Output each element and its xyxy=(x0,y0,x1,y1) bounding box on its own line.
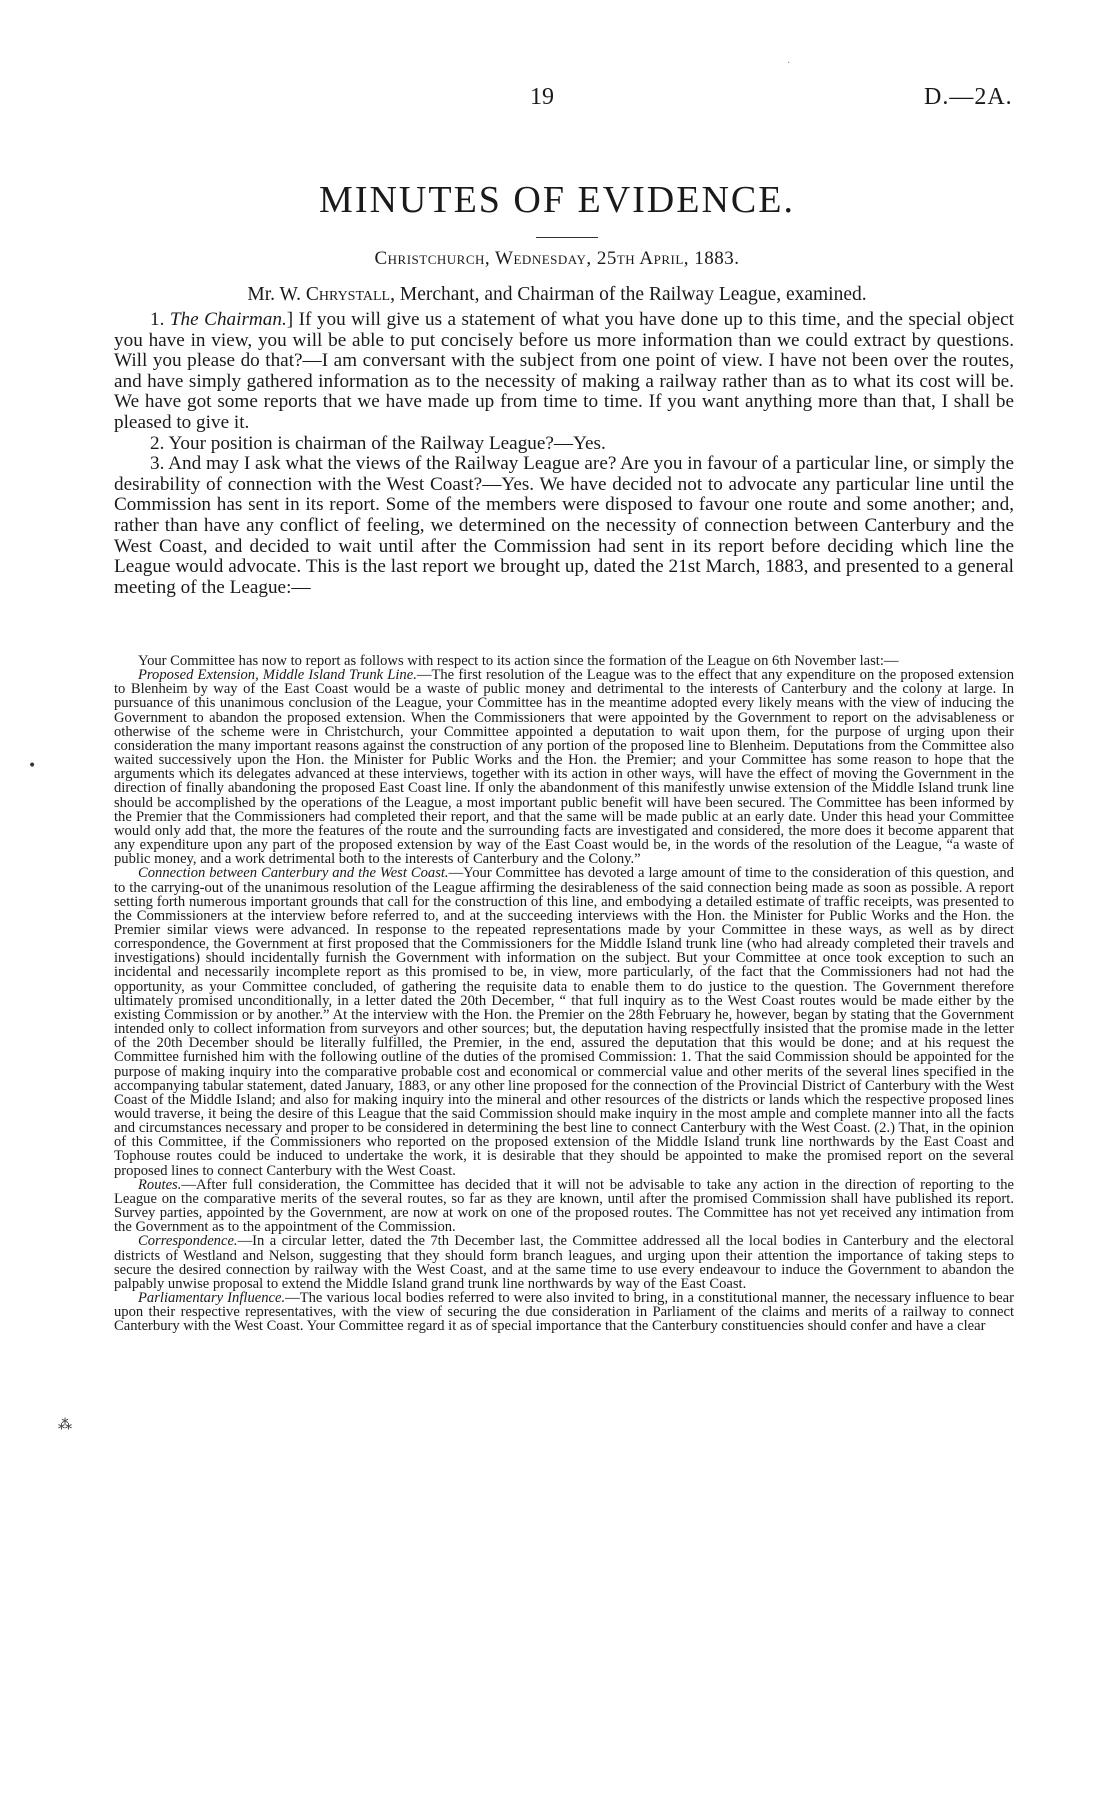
title-divider xyxy=(536,237,598,238)
report-section-connection xyxy=(114,866,1014,1177)
page-header xyxy=(0,84,1114,114)
margin-mark: · xyxy=(787,58,791,69)
section-heading: Routes. xyxy=(138,1176,182,1193)
section-heading: Connection between Canterbury and the West Coast. xyxy=(138,865,449,882)
witness-description: , Merchant, and Chairman of the Railway League, examined. xyxy=(390,284,867,305)
report-section-parliamentary xyxy=(114,1291,1014,1333)
section-heading: Correspondence. xyxy=(138,1233,238,1250)
question-1-text: ] If you will give us a statement of what you have done up to this time, and the special object you have in view, you will be able to put concisely before us more information than we could extract by questions. Will you please do that?—I am conversant with the subject from one point of view. I have not been over the routes, and have simply gathered information as to the necessity of making a railway rather than as to what its cost will be. We have got some reports that we have made up from time to time. If you want anything more than that, I shall be pleased to give it. xyxy=(114,309,1014,433)
section-text: —After full consideration, the Committee has decided that it will not be advisable to take any action in the direction of reporting to the League on the comparative merits of the several routes, so far as they are known, until after the promised Commission shall have published its report. Survey parties, appointed by the Government, are now at work on one of the proposed routes. The Committee has not yet received any intimation from the Government as to the appointment of the Commission. xyxy=(114,1176,1014,1236)
evidence-text xyxy=(114,310,1014,598)
page-number: 19 xyxy=(530,84,554,110)
question-1-number: 1. xyxy=(150,309,165,330)
witness-prefix: Mr. W. xyxy=(247,284,302,305)
document-code: D.—2A. xyxy=(924,84,1013,110)
report-section-extension xyxy=(114,668,1014,866)
section-heading: Proposed Extension, Middle Island Trunk Line. xyxy=(138,667,417,684)
question-1-speaker: The Chairman. xyxy=(169,309,287,330)
section-text: —The various local bodies referred to were also invited to bring, in a constitutional manner, the necessary influence to bear upon their respective representatives, with the view of securing the due consideration in Parliament of the claims and merits of a railway to connect Canterbury with the West Coast. Your Committee regard it as of special importance that the Canterbury constituencies should confer and have a clear xyxy=(114,1290,1014,1335)
witness-name: Chrystall xyxy=(305,284,391,305)
report-intro: Your Committee has now to report as follows with respect to its action since the formation of the League on 6th November last:— xyxy=(138,653,899,669)
place-and-date: Christchurch, Wednesday, 25th April, 1883. xyxy=(374,248,740,269)
section-text: —Your Committee has devoted a large amount of time to the consideration of this question, and to the carrying-out of the unanimous resolution of the League affirming the desirableness of the said connection being made as soon as possible. A report setting forth numerous important grounds that call for the construction of this line, and embodying a detailed estimate of traffic receipts, was presented to the Commissioners at the interview before referred to, and at the succeeding interviews with the Hon. the Minister for Public Works and the Hon. the Premier similar views were advanced. In response to the repeated representations made by your Committee in these ways, as well as by direct correspondence, the Government at first proposed that the Commissioners for the Middle Island trunk line (who had already completed their travels and investigations) should incidentally furnish the Government with information on the subject. But your Committee at once took exception to such an incidental and necessarily incomplete report as this promised to be, in view, more particularly, of the fact that the Commissioners had not had the opportunity, as your Committee concluded, of gathering the requisite data to enable them to do justice to the question. The Government therefore ultimately promised unconditionally, in a letter dated the 20th December, “ that full inquiry as to the West Coast routes would be made either by the existing Commission or by another.” At the interview with the Hon. the Premier on the 28th February he, however, began by stating that the Government intended only to collect information from surveyors and other sources; but, the deputation having respectfully insisted that the promise made in the letter of the 20th December should be literally fulfilled, the Premier, in the end, assured the deputation that this would be done; and at his request the Committee furnished him with the following outline of the duties of the promised Commission: 1. That the said Commission should be appointed for the purpose of making inquiry into the comparative probable cost and economical or commercial value and other merits of the several lines specified in the accompanying tabular statement, dated January, 1883, or any other line proposed for the connection of the Provincial District of Canterbury with the West Coast of the Middle Island; and also for making inquiry into the mineral and other resources of the districts or lands which the respective proposed lines would traverse, it being the desire of this League that the said Commission should make inquiry in the most ample and complete manner into all the facts and circumstances necessary and proper to be considered in determining the best line to connect Canterbury with the West Coast. (2.) That, in the opinion of this Committee, if the Commissioners who reported on the proposed extension of the Middle Island trunk line northwards by the East Coast and Tophouse routes could be induced to undertake the work, it is desirable that they should be appointed to make the promised report on the several proposed lines to connect Canterbury with the West Coast. xyxy=(114,865,1014,1179)
page-title: MINUTES OF EVIDENCE. xyxy=(319,179,795,221)
question-3: 3. And may I ask what the views of the Railway League are? Are you in favour of a particular line, or simply the desirability of connection with the West Coast?—Yes. We have decided not to advocate any particular line until the Commission has sent in its report. Some of the members were disposed to favour one route and some another; and, rather than have any conflict of feeling, we determined on the necessity of connection between Canterbury and the West Coast, and decided to wait until after the Commission had sent in its report before deciding which line the League would advocate. This is the last report we brought up, dated the 21st March, 1883, and presented to a general meeting of the League:— xyxy=(114,453,1014,598)
section-heading: Parliamentary Influence. xyxy=(138,1290,286,1307)
margin-mark: • xyxy=(28,758,37,774)
committee-report xyxy=(114,654,1014,1334)
report-section-correspondence xyxy=(114,1234,1014,1291)
section-text: —In a circular letter, dated the 7th December last, the Committee addressed all the local bodies in Canterbury and the electoral districts of Westland and Nelson, suggesting that they should form branch leagues, and urging upon their attention the importance of taking steps to secure the desired connection by railway with the West Coast, and at the same time to use every endeavour to induce the Government to abandon the palpably unwise proposal to extend the Middle Island grand trunk line northwards by way of the East Coast. xyxy=(114,1233,1014,1292)
question-1 xyxy=(114,310,1014,434)
section-text: —The first resolution of the League was to the effect that any expenditure on the proposed extension to Blenheim by way of the East Coast would be a waste of public money and detrimental to the interests of Canterbury and the colony at large. In pursuance of this unanimous conclusion of the League, your Committee has in the meantime adopted every likely means with the view of inducing the Government to abandon the proposed extension. When the Commissioners that were appointed by the Government to report on the advisableness or otherwise of the scheme were in Christchurch, your Committee appointed a deputation to wait upon them, for the purpose of urging upon their consideration the many important reasons against the construction of any portion of the proposed line to Blenheim. Deputations from the Committee also waited successively upon the Hon. the Minister for Public Works and the Hon. the Premier; and your Committee has some reason to hope that the arguments which its delegates advanced at these interviews, together with its action in other ways, will have the effect of moving the Government in the direction of finally abandoning the proposed East Coast line. If only the abandonment of this manifestly unwise extension of the Middle Island trunk line should be accomplished by the operations of the League, a most important public benefit will have been secured. The Committee has been informed by the Premier that the Commissioners had completed their report, and that the same will be made public at an early date. Under this head your Committee would only add that, the more the features of the route and the surrounding facts are investigated and considered, the more does it become apparent that any expenditure upon any part of the proposed extension by way of the East Coast would be, in the words of the resolution of the League, “a waste of public money, and a work detrimental both to the interests of Canterbury and the Colony.” xyxy=(114,667,1015,868)
report-section-routes xyxy=(114,1178,1014,1235)
question-2: 2. Your position is chairman of the Railway League?—Yes. xyxy=(150,432,606,454)
margin-mark: ⁂ xyxy=(58,1417,72,1433)
witness-line xyxy=(0,284,1114,306)
